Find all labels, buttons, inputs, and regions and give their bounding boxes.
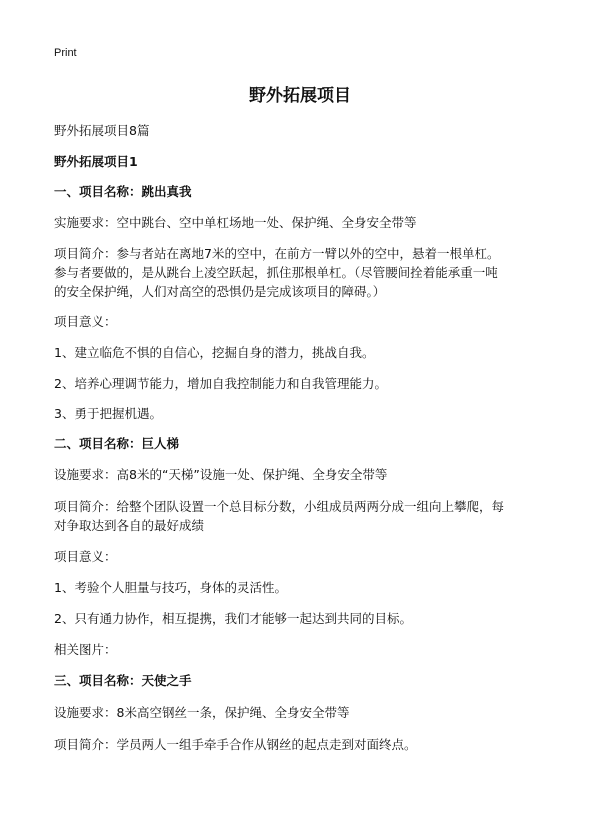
item2-intro-line1: 项目简介：给整个团队设置一个总目标分数，小组成员两两分成一组向上攀爬，每 (54, 499, 505, 514)
item1-requirement: 实施要求：空中跳台、空中单杠场地一处、保护绳、全身安全带等 (54, 215, 417, 230)
item1-name: 一、项目名称：跳出真我 (54, 184, 192, 199)
document-subtitle: 野外拓展项目8篇 (54, 123, 150, 138)
section-heading: 野外拓展项目1 (54, 154, 138, 169)
item2-requirement: 设施要求：高8米的“天梯”设施一处、保护绳、全身安全带等 (54, 467, 388, 482)
item2-meaning-label: 项目意义： (54, 549, 117, 564)
item1-intro-line2: 参与者要做的，是从跳台上凌空跃起，抓住那根单杠。（尽管腰间拴着能承重一吨 (54, 265, 498, 280)
item1-meaning-2: 2、培养心理调节能力，增加自我控制能力和自我管理能力。 (54, 376, 387, 391)
item2-intro-line2: 对争取达到各自的最好成绩 (54, 518, 205, 533)
item2-meaning-2: 2、只有通力协作，相互提携，我们才能够一起达到共同的目标。 (54, 611, 412, 626)
item3-requirement: 设施要求：8米高空钢丝一条，保护绳、全身安全带等 (54, 705, 350, 720)
item1-meaning-1: 1、建立临危不惧的自信心，挖掘自身的潜力，挑战自我。 (54, 345, 375, 360)
item3-intro-line1: 项目简介：学员两人一组手牵手合作从钢丝的起点走到对面终点。 (54, 737, 417, 752)
item1-meaning-label: 项目意义： (54, 314, 117, 329)
item2-name: 二、项目名称：巨人梯 (54, 436, 180, 451)
item3-name: 三、项目名称：天使之手 (54, 673, 192, 688)
page-title: 野外拓展项目 (249, 86, 351, 106)
item1-intro-line3: 的安全保护绳，人们对高空的恐惧仍是完成该项目的障碍。） (54, 284, 386, 299)
related-images-label: 相关图片： (54, 642, 117, 657)
print-label[interactable]: Print (54, 47, 77, 59)
item2-meaning-1: 1、考验个人胆量与技巧，身体的灵活性。 (54, 580, 287, 595)
item1-meaning-3: 3、勇于把握机遇。 (54, 406, 162, 421)
item1-intro-line1: 项目简介：参与者站在离地7米的空中，在前方一臂以外的空中，悬着一根单杠。 (54, 246, 500, 261)
